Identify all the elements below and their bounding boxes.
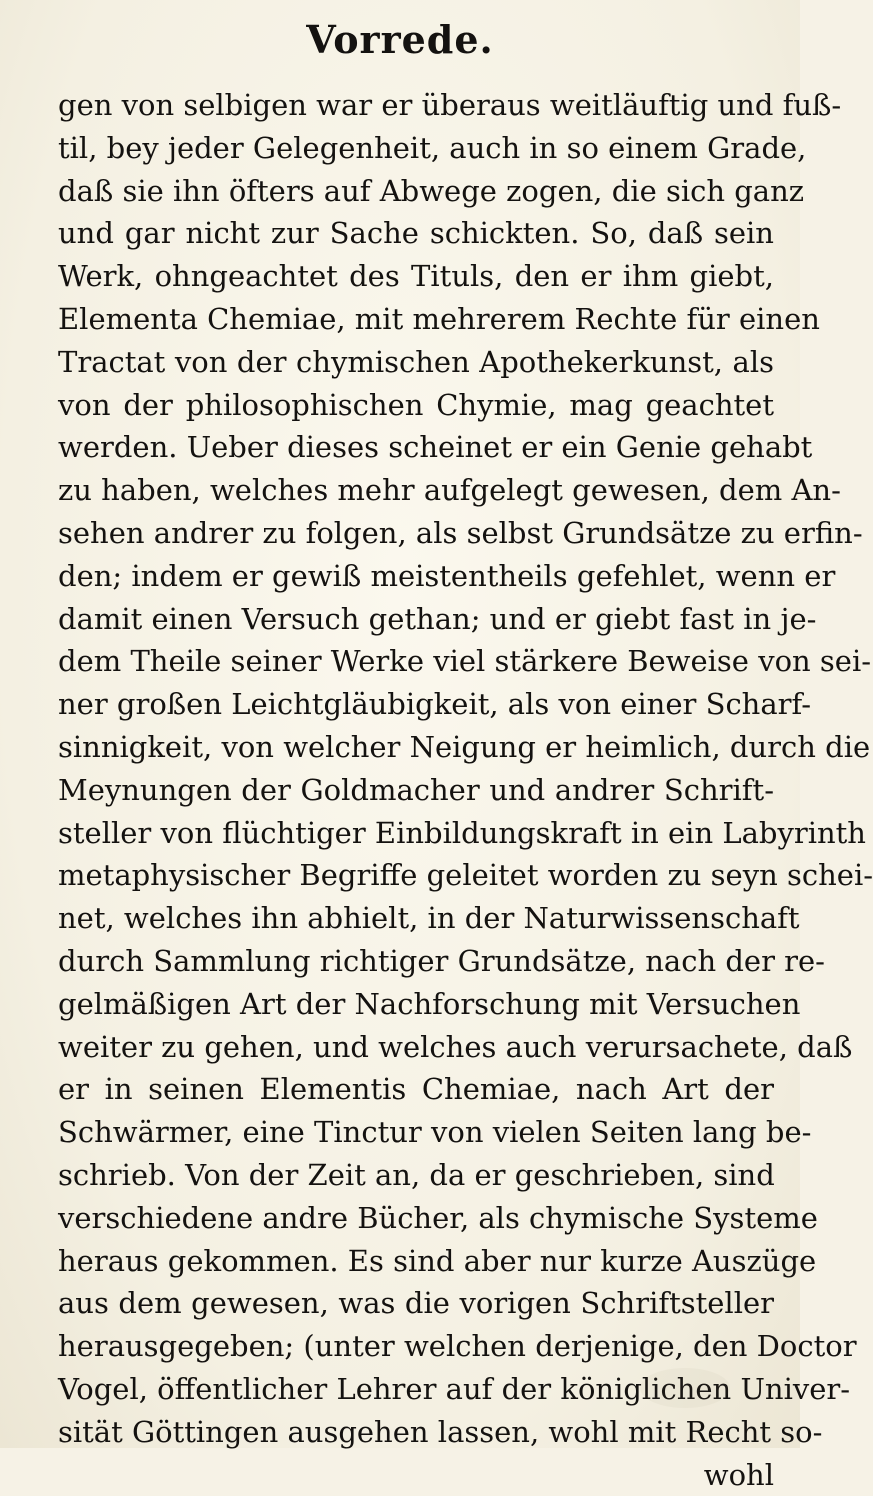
text-line: steller von flüchtiger Einbildungskraft in ein Labyrinth [58,812,774,855]
text-line: er in seinen Elementis Chemiae, nach Art der [58,1068,774,1111]
text-line: sität Göttingen ausgehen lassen, wohl mit Recht so- [58,1411,774,1454]
text-line: schrieb. Von der Zeit an, da er geschrieben, sind [58,1154,774,1197]
text-line: Werk, ohngeachtet des Tituls, den er ihm giebt, [58,255,774,298]
text-line: metaphysischer Begriffe geleitet worden zu seyn schei- [58,854,774,897]
text-line: Tractat von der chymischen Apothekerkunst, als [58,341,774,384]
text-line: und gar nicht zur Sache schickten. So, daß sein [58,212,774,255]
text-line: werden. Ueber dieses scheinet er ein Genie gehabt [58,426,774,469]
text-line: damit einen Versuch gethan; und er giebt fast in je- [58,598,774,641]
text-line: gelmäßigen Art der Nachforschung mit Versuchen [58,983,774,1026]
text-line: Vogel, öffentlicher Lehrer auf der königlichen Univer- [58,1368,774,1411]
catchword: wohl [58,1454,774,1496]
text-line: von der philosophischen Chymie, mag geachtet [58,384,774,427]
text-line: gen von selbigen war er überaus weitläuftig und fuß- [58,84,774,127]
body-text [58,84,774,1496]
text-line: durch Sammlung richtiger Grundsätze, nach der re- [58,940,774,983]
text-line: weiter zu gehen, und welches auch verursachete, daß [58,1026,774,1069]
text-line: daß sie ihn öfters auf Abwege zogen, die sich ganz [58,170,774,213]
text-line: Elementa Chemiae, mit mehrerem Rechte für einen [58,298,774,341]
text-line: verschiedene andre Bücher, als chymische Systeme [58,1197,774,1240]
paper-stain [640,1368,730,1408]
text-line: aus dem gewesen, was die vorigen Schriftsteller [58,1282,774,1325]
text-line: dem Theile seiner Werke viel stärkere Beweise von sei- [58,640,774,683]
text-line: Schwärmer, eine Tinctur von vielen Seiten lang be- [58,1111,774,1154]
text-line: zu haben, welches mehr aufgelegt gewesen, dem An- [58,469,774,512]
text-line: ner großen Leichtgläubigkeit, als von einer Scharf- [58,683,774,726]
text-line: sinnigkeit, von welcher Neigung er heimlich, durch die [58,726,774,769]
running-title: Vorrede. [0,10,800,70]
text-line: herausgegeben; (unter welchen derjenige, den Doctor [58,1325,774,1368]
text-line: heraus gekommen. Es sind aber nur kurze Auszüge [58,1240,774,1283]
text-line: den; indem er gewiß meistentheils gefehlet, wenn er [58,555,774,598]
text-line: Meynungen der Goldmacher und andrer Schrift- [58,769,774,812]
text-line: sehen andrer zu folgen, als selbst Grundsätze zu erfin- [58,512,774,555]
text-line: til, bey jeder Gelegenheit, auch in so einem Grade, [58,127,774,170]
text-line: net, welches ihn abhielt, in der Naturwissenschaft [58,897,774,940]
